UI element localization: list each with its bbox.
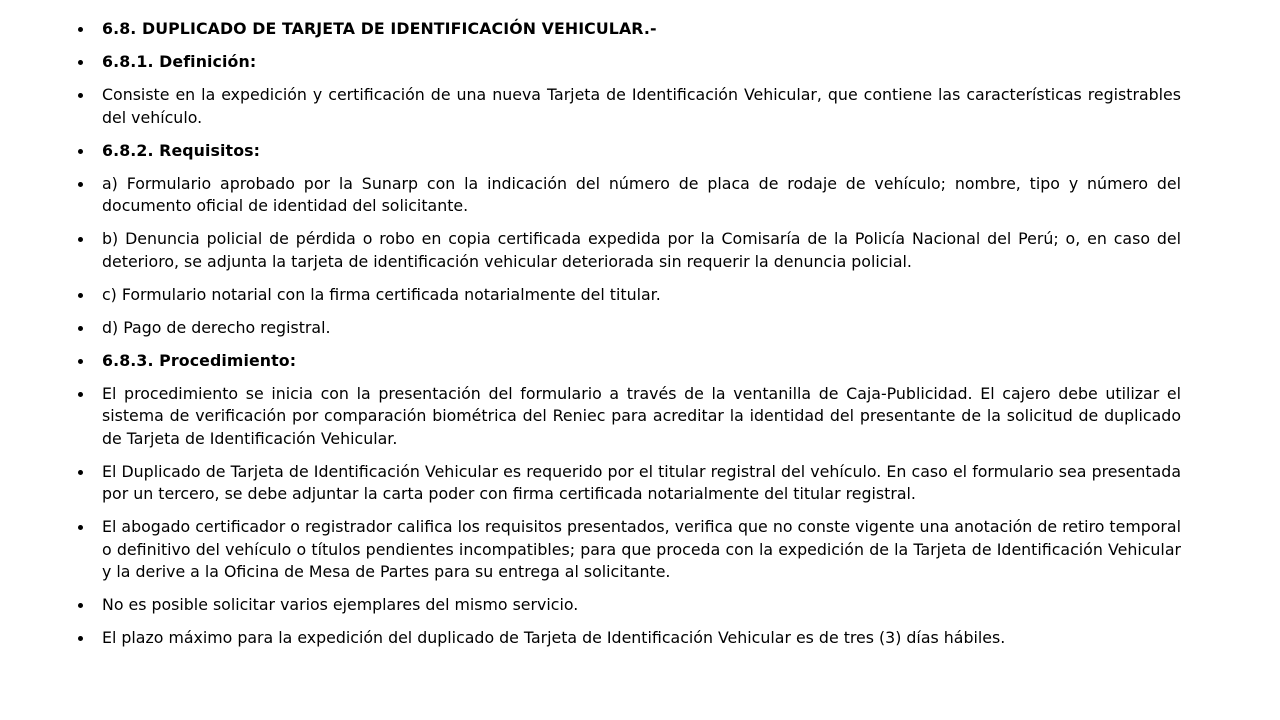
- bullet-text: 6.8.3. Procedimiento:: [102, 350, 297, 370]
- bullet-text: Consiste en la expedición y certificación de una nueva Tarjeta de Identificación Vehicular, que contiene las características registrables del vehículo.: [102, 85, 1181, 127]
- bullet-text: c) Formulario notarial con la firma certificada notarialmente del titular.: [102, 284, 661, 304]
- bullet-text: El Duplicado de Tarjeta de Identificación Vehicular es requerido por el titular registral del vehículo. En caso el formulario sea presentada por un tercero, se debe adjuntar la carta poder con firma certificada notarialmente del titular registral.: [102, 461, 1181, 503]
- requirement-b: [78, 228, 1181, 273]
- requirement-d: [78, 317, 1181, 340]
- bullet-list: [78, 18, 1181, 660]
- subsection-heading-procedimiento: [78, 350, 1181, 373]
- requirement-a: [78, 173, 1181, 218]
- bullet-text: No es posible solicitar varios ejemplares del mismo servicio.: [102, 595, 579, 614]
- bullet-text: 6.8.1. Definición:: [102, 52, 257, 71]
- procedure-paragraph-4: [78, 594, 1181, 617]
- subsection-heading-definicion: [78, 51, 1181, 74]
- definition-paragraph: [78, 84, 1181, 129]
- bullet-text: El abogado certificador o registrador califica los requisitos presentados, verifica que no conste vigente una anotación de retiro temporal o definitivo del vehículo o títulos pendientes incompatibles; para que proceda con la expedición de la Tarjeta de Identificación Vehicular y la derive a la Oficina de Mesa de Partes para su entrega al solicitante.: [102, 517, 1181, 581]
- requirement-c: [78, 284, 1181, 307]
- subsection-heading-requisitos: [78, 140, 1181, 163]
- bullet-text: a) Formulario aprobado por la Sunarp con la indicación del número de placa de rodaje de vehículo; nombre, tipo y número del documento oficial de identidad del solicitante.: [102, 173, 1181, 215]
- bullet-text: d) Pago de derecho registral.: [102, 317, 331, 337]
- bullet-text: 6.8.2. Requisitos:: [102, 140, 261, 160]
- procedure-paragraph-5: [78, 627, 1181, 650]
- bullet-text: El plazo máximo para la expedición del duplicado de Tarjeta de Identificación Vehicular es de tres (3) días hábiles.: [102, 628, 1006, 647]
- bullet-text: El procedimiento se inicia con la presentación del formulario a través de la ventanilla de Caja-Publicidad. El cajero debe utilizar el sistema de verificación por comparación biométrica del Reniec para acreditar la identidad del presentante de la solicitud de duplicado de Tarjeta de Identificación Vehicular.: [102, 383, 1181, 448]
- bullet-text: b) Denuncia policial de pérdida o robo en copia certificada expedida por la Comisaría de la Policía Nacional del Perú; o, en caso del deterioro, se adjunta la tarjeta de identificación vehicular deteriorada sin requerir la denuncia policial.: [102, 229, 1181, 271]
- procedure-paragraph-3: [78, 516, 1181, 584]
- bullet-text: 6.8. DUPLICADO DE TARJETA DE IDENTIFICACIÓN VEHICULAR.-: [102, 19, 657, 38]
- procedure-paragraph-2: [78, 461, 1181, 506]
- procedure-paragraph-1: [78, 383, 1181, 451]
- section-heading-duplicado: [78, 18, 1181, 41]
